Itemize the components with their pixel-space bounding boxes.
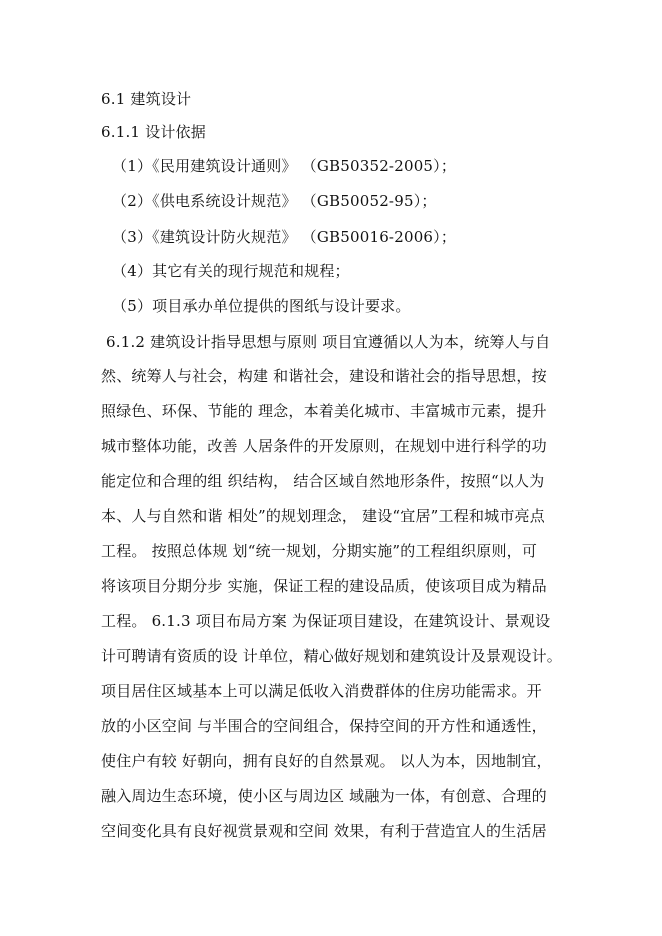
reference-item-2: （2）《供电系统设计规范》 （GB50052-95）；	[112, 192, 437, 210]
body-line-12: 放的小区空间 与半围合的空间组合，保持空间的开方性和通透性，	[101, 717, 547, 735]
body-line-14: 融入周边生态环境，使小区与周边区 域融为一体，有创意、合理的	[101, 787, 547, 805]
subsection-heading: 6.1.1 设计依据	[101, 123, 206, 141]
body-line-10: 计可聘请有资质的设 计单位，精心做好规划和建筑设计及景观设计。	[101, 647, 562, 665]
reference-item-5: （5）项目承办单位提供的图纸与设计要求。	[112, 297, 411, 315]
body-line-2: 然、统筹人与社会，构建 和谐社会，建设和谐社会的指导思想，按	[101, 367, 547, 385]
body-line-9: 工程。 6.1.3 项目布局方案 为保证项目建设，在建筑设计、景观设	[101, 612, 551, 630]
reference-item-4: （4）其它有关的现行规范和规程；	[112, 262, 350, 280]
body-line-6: 本、人与自然和谐 相处”的规划理念， 建设“宜居”工程和城市亮点	[101, 507, 545, 525]
body-line-4: 城市整体功能，改善 人居条件的开发原则，在规划中进行科学的功	[101, 437, 547, 455]
reference-item-1: （1）《民用建筑设计通则》 （GB50352-2005）；	[112, 157, 457, 175]
section-heading: 6.1 建筑设计	[101, 90, 192, 108]
body-line-8: 将该项目分期分步 实施，保证工程的建设品质，使该项目成为精品	[101, 577, 547, 595]
body-line-15: 空间变化具有良好视赏景观和空间 效果，有利于营造宜人的生活居	[101, 822, 547, 840]
body-line-5: 能定位和合理的组 织结构， 结合区域自然地形条件，按照“以人为	[101, 472, 545, 490]
body-line-7: 工程。 按照总体规 划“统一规划，分期实施”的工程组织原则，可	[101, 542, 538, 560]
body-line-13: 使住户有较 好朝向，拥有良好的自然景观。 以人为本，因地制宜，	[101, 752, 552, 770]
body-line-3: 照绿色、环保、节能的 理念，本着美化城市、丰富城市元素，提升	[101, 402, 547, 420]
body-line-11: 项目居住区域基本上可以满足低收入消费群体的住房功能需求。开	[101, 682, 542, 700]
reference-item-3: （3）《建筑设计防火规范》 （GB50016-2006）；	[112, 228, 457, 246]
body-line-1: 6.1.2 建筑设计指导思想与原则 项目宜遵循以人为本，统筹人与自	[106, 333, 551, 351]
